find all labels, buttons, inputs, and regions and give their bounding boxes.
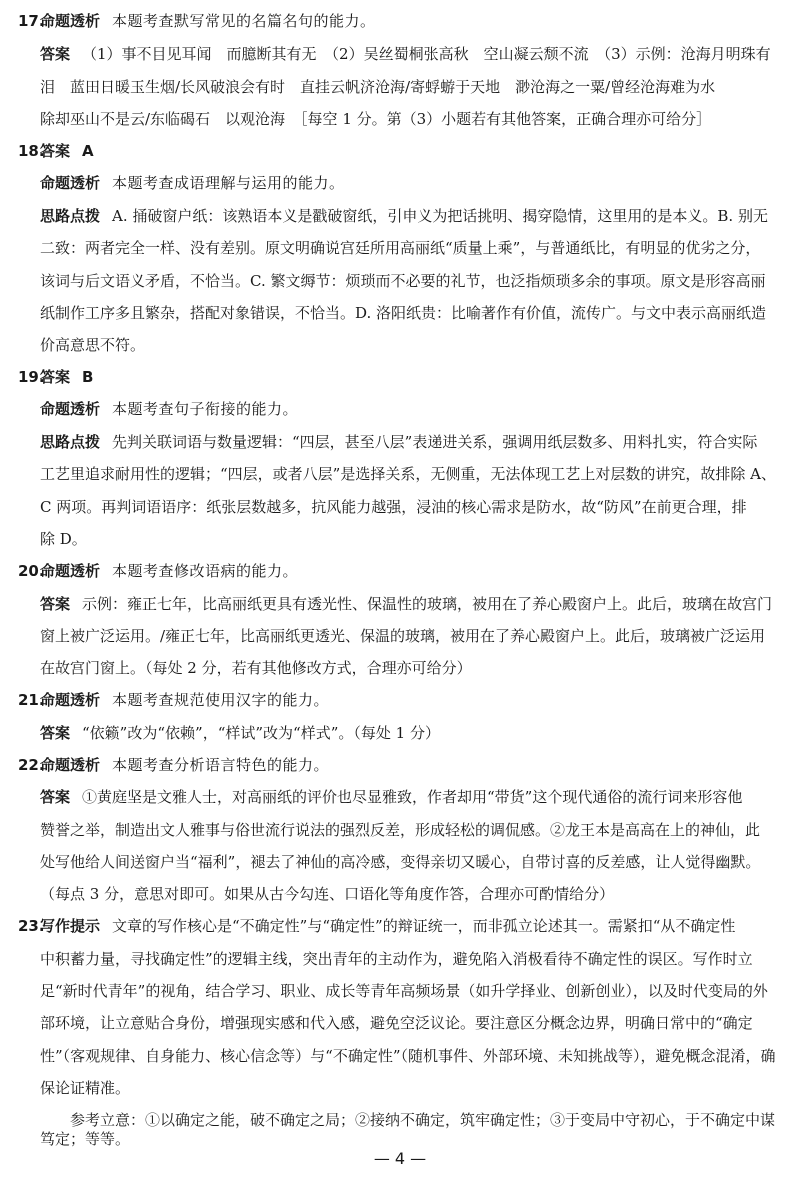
silu-text: 纸制作工序多且繁杂，搭配对象错误，不恰当。D. 洛阳纸贵：比喻著作有价值，流传广。与文中表示高丽纸造 xyxy=(40,304,767,322)
mingti-text: 本题考查默写常见的名篇名句的能力。 xyxy=(112,12,376,30)
answer-choice: A xyxy=(82,142,94,160)
question-number: 22. xyxy=(18,756,45,774)
answer-label: 答案 xyxy=(40,45,71,63)
silu-text: 价高意思不符。 xyxy=(40,336,146,354)
silu-text: C 两项。再判词语语序：纸张层数越多，抗风能力越强，浸油的核心需求是防水，故“防风”在前更合理，排 xyxy=(40,498,747,516)
question-number: 21. xyxy=(18,691,45,709)
answer-text: 示例：雍正七年，比高丽纸更具有透光性、保温性的玻璃，被用在了养心殿窗户上。此后，玻璃在故宫门 xyxy=(82,595,773,613)
answer-text: （每点 3 分，意思对即可。如果从古今勾连、口语化等角度作答，合理亦可酌情给分） xyxy=(40,885,615,903)
xiezuo-text: 文章的写作核心是“不确定性”与“确定性”的辩证统一，而非孤立论述其一。需紧扣“从不确定性 xyxy=(112,917,736,935)
reference-text: 参考立意：①以确定之能，破不确定之局；②接纳不确定，筑牢确定性；③于变局中守初心，于不确定中谋 xyxy=(70,1111,776,1129)
mingti-text: 本题考查分析语言特色的能力。 xyxy=(112,756,330,774)
answer-text: 赞誉之举，制造出文人雅事与俗世流行说法的强烈反差，形成轻松的调侃感。②龙王本是高高在上的神仙，此 xyxy=(40,821,761,839)
silu-label: 思路点拨 xyxy=(40,433,101,451)
silu-text: 先判关联词语与数量逻辑：“四层，甚至八层”表递进关系，强调用纸层数多、用料扎实，符合实际 xyxy=(112,433,758,451)
xiezuo-text: 中积蓄力量，寻找确定性”的逻辑主线，突出青年的主动作为，避免陷入消极看待不确定性的误区。写作时立 xyxy=(40,950,753,968)
question-number: 17. xyxy=(18,12,45,30)
mingti-text: 本题考查成语理解与运用的能力。 xyxy=(112,174,345,192)
question-number: 18. xyxy=(18,142,45,160)
question-number: 23. xyxy=(18,917,45,935)
answer-label: 答案 xyxy=(40,368,71,386)
answer-text: 窗上被广泛运用。/雍正七年，比高丽纸更透光、保温的玻璃，被用在了养心殿窗户上。此后，玻璃被广泛运用 xyxy=(40,627,766,645)
answer-label: 答案 xyxy=(40,595,71,613)
xiezuo-text: 保论证精准。 xyxy=(40,1079,131,1097)
mingti-label: 命题透析 xyxy=(40,756,101,774)
mingti-text: 本题考查句子衔接的能力。 xyxy=(112,400,299,418)
mingti-text: 本题考查修改语病的能力。 xyxy=(112,562,299,580)
answer-label: 答案 xyxy=(40,142,71,160)
silu-text: 二致：两者完全一样、没有差别。原文明确说宫廷所用高丽纸“质量上乘”，与普通纸比，有明显的优劣之分， xyxy=(40,239,761,257)
question-number: 19. xyxy=(18,368,45,386)
xiezuo-label: 写作提示 xyxy=(40,917,101,935)
xiezuo-text: 部环境，让立意贴合身份，增强现实感和代入感，避免空泛议论。要注意区分概念边界，明确日常中的“确定 xyxy=(40,1014,753,1032)
mingti-text: 本题考查规范使用汉字的能力。 xyxy=(112,691,330,709)
mingti-label: 命题透析 xyxy=(40,174,101,192)
xiezuo-text: 性”（客观规律、自身能力、核心信念等）与“不确定性”（随机事件、外部环境、未知挑战等），避免概念混淆，确 xyxy=(40,1047,776,1065)
answer-choice: B xyxy=(82,368,94,386)
answer-text: 除却巫山不是云/东临碣石 以观沧海 ［每空 1 分。第（3）小题若有其他答案，正确合理亦可给分］ xyxy=(40,110,712,128)
answer-text: ①黄庭坚是文雅人士，对高丽纸的评价也尽显雅致，作者却用“带货”这个现代通俗的流行词来形容他 xyxy=(82,788,743,806)
answer-text: 在故宫门窗上。（每处 2 分，若有其他修改方式，合理亦可给分） xyxy=(40,659,472,677)
silu-text: 除 D。 xyxy=(40,530,87,548)
mingti-label: 命题透析 xyxy=(40,691,101,709)
silu-label: 思路点拨 xyxy=(40,207,101,225)
mingti-label: 命题透析 xyxy=(40,562,101,580)
page-number: — 4 — xyxy=(373,1149,427,1168)
answer-label: 答案 xyxy=(40,724,71,742)
silu-text: 该词与后文语义矛盾，不恰当。C. 繁文缛节：烦琐而不必要的礼节，也泛指烦琐多余的事项。原文是形容高丽 xyxy=(40,272,766,290)
xiezuo-text: 足“新时代青年”的视角，结合学习、职业、成长等青年高频场景（如升学择业、创新创业），以及时代变局的外 xyxy=(40,982,768,1000)
answer-label: 答案 xyxy=(40,788,71,806)
mingti-label: 命题透析 xyxy=(40,400,101,418)
answer-text: “依籁”改为“依赖”，“样试”改为“样式”。（每处 1 分） xyxy=(82,724,440,742)
answer-text: 泪 蓝田日暖玉生烟/长风破浪会有时 直挂云帆济沧海/寄蜉蝣于天地 渺沧海之一粟/曾经沧海难为水 xyxy=(40,78,716,96)
answer-text: （1）事不目见耳闻 而臆断其有无 （2）吴丝蜀桐张高秋 空山凝云颓不流 （3）示例：沧海月明珠有 xyxy=(82,45,771,63)
reference-text: 笃定；等等。 xyxy=(40,1130,131,1148)
question-number: 20. xyxy=(18,562,45,580)
mingti-label: 命题透析 xyxy=(40,12,101,30)
silu-text: 工艺里追求耐用性的逻辑；“四层，或者八层”是选择关系，无侧重，无法体现工艺上对层数的讲究，故排除 A、 xyxy=(40,465,776,483)
silu-text: A. 捅破窗户纸：该熟语本义是戳破窗纸，引申义为把话挑明、揭穿隐情，这里用的是本义。B. 别无 xyxy=(112,207,768,225)
answer-text: 处写他给人间送窗户当“福利”，褪去了神仙的高冷感，变得亲切又暖心，自带讨喜的反差感，让人觉得幽默。 xyxy=(40,853,761,871)
